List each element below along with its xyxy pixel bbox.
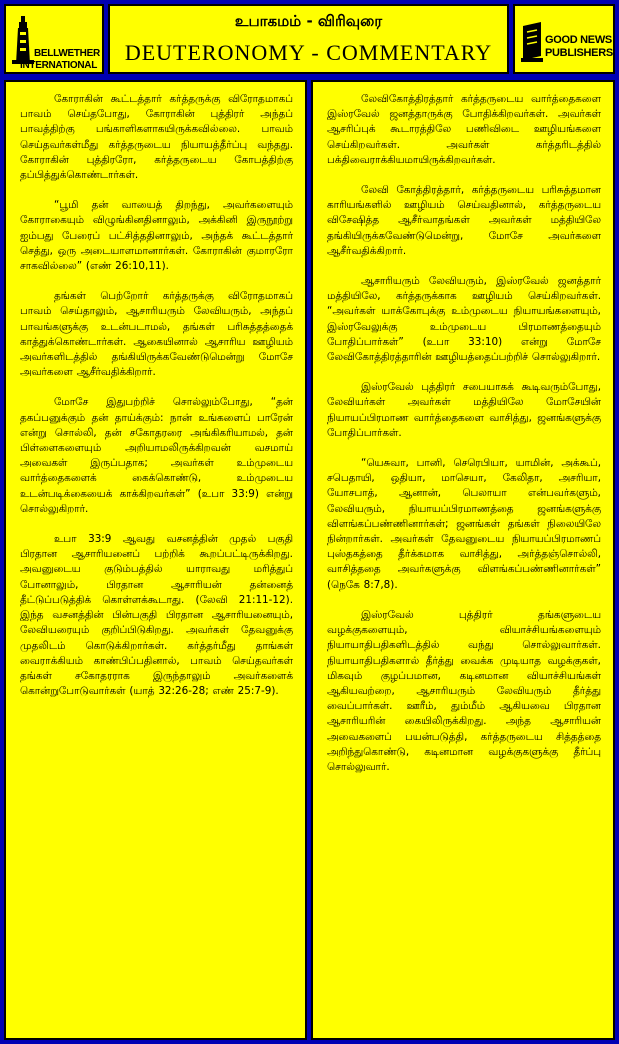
bellwether-logo: [4, 4, 104, 74]
paragraph: “யெசுவா, பானி, செரெபியா, யாமின், அக்கூப், சபெதாயி, ஒதியா, மாசெயா, கேலிதா, அசரியா, யோசபாத், ஆனான், பெலாயா என்பவர்களும், லேவியரும், நியாயப்பிரமாணத்தை ஜனங்களுக்கு விளங்கப்பண்ணினார்கள்; ஜனங்கள் தங்கள் நிலையிலே நின்றார்கள். அவர்கள் தேவனுடைய நியாயப்பிரமாணப் புஸ்தகத்தை தீர்க்கமாக வாசித்து, அர்த்தஞ்சொல்லி, வாசித்ததை அவர்களுக்கு விளங்கப்பண்ணினார்கள்” (நெகே 8:7,8).: [327, 457, 601, 591]
left-column: [4, 80, 307, 1040]
logo-right-line1: GOOD NEWS: [545, 34, 612, 46]
book-icon: [521, 22, 543, 62]
title-english: DEUTERONOMY - COMMENTARY: [124, 40, 493, 65]
paragraph: தங்கள் பெற்றோர் கர்த்தருக்கு விரோதமாகப் பாவம் செய்தாலும், ஆசாரியரும் லேவியரும், அந்தப் பாவங்களுக்கு உடன்படாமல், தங்கள் பரிசுத்தத்தைக் காத்துக்கொண்டார்கள். ஆகையினால் ஆசாரிய ஊழியம் அவர்களிடத்தில் தங்கியிருக்கவேண்டுமென்று மோசே அவர்களை ஆசீர்வதிக்கிறார்.: [20, 290, 293, 379]
paragraph: உபா 33:9 ஆவது வசனத்தின் முதல் பகுதி பிரதான ஆசாரியனைப் பற்றிக் கூறப்பட்டிருக்கிறது. அவனுடைய குடும்பத்தில் யாராவது மரித்துப் போனாலும், பிரதான ஆசாரியன் தன்னைத் தீட்டுப்படுத்திக் கொள்ளக்கூடாது. (லேவி 21:11-12). இந்த வசனத்தின் பின்பகுதி பிரதான ஆசாரியனையும், லேவியரையும் குறிப்பிடுகிறது. அவர்கள் தேவனுக்கு முதலிடம் கொடுக்கிறார்கள். கர்த்தர்மீது தாங்கள் வைராக்கியம் காண்பிப்பதினால், பாவம் செய்தவர்கள் தங்கள் சகோதரராக இருந்தாலும் அவர்களைக் கொன்றுபோடுவார்கள் (யாத் 32:26-28; எண் 25:7-9).: [20, 533, 293, 698]
logo-right-line2: PUBLISHERS: [545, 47, 613, 59]
title-tamil: உபாகமம் - விரிவுரை: [234, 12, 383, 30]
logo-left-line1: BELLWETHER: [34, 48, 100, 59]
tower-icon: [12, 16, 34, 64]
paragraph: இஸ்ரவேல் புத்திரர் சபையாகக் கூடிவரும்போது, லேவியர்கள் அவர்கள் மத்தியிலே மோசேயின் நியாயப்பிரமாண வார்த்தைகளை வாசித்து, ஜனங்களுக்கு போதிப்பார்கள்.: [327, 381, 601, 439]
paragraph: மோசே இதுபற்றிச் சொல்லும்போது, “தன் தகப்பனுக்கும் தன் தாய்க்கும்: நான் உங்களைப் பாரேன் என்று சொல்லி, தன் சகோதரரை அங்கிகரியாமல், தன் பிள்ளைகளையும் அறியாமலிருக்கிறவன் வசமாய் அவைகள் இருப்பதாக; அவர்கள் உம்முடைய வார்த்தைகளைக் கைக்கொண்டு, உம்முடைய உடன்படிக்கையைக் காக்கிறவர்கள்” (உபா 33:9) என்று சொல்லுகிறார்.: [20, 396, 293, 515]
paragraph: லேவிகோத்திரத்தார் கர்த்தருடைய வார்த்தைகளை இஸ்ரவேல் ஜனத்தாருக்கு போதிக்கிறவர்கள். அவர்கள் ஆசரிப்புக் கூடாரத்திலே பணிவிடை ஊழியங்களை செய்கிறவர்கள். அவர்கள் கர்த்தரிடத்தில் பக்திவைராக்கியமாயிருக்கிறவர்கள்.: [327, 93, 601, 166]
right-column: [311, 80, 615, 1040]
paragraph: லேவி கோத்திரத்தார், கர்த்தருடைய பரிசுத்தமான காரியங்களில் ஊழியம் செய்வதினால், கர்த்தருடைய விசேஷித்த ஆசீர்வாதங்கள் அவர்கள் மத்தியிலே தங்கியிருக்கவேண்டுமென்று, மோசே அவர்களை ஆசீர்வதிக்கிறார்.: [327, 184, 601, 257]
paragraph: கோராகின் கூட்டத்தார் கர்த்தருக்கு விரோதமாகப் பாவம் செய்தபோது, கோராகின் புத்திரர் அந்தப் பாவத்திற்கு பங்காளிகளாகயிருக்கவில்லை. பாவம் செய்தவர்கள்மீது கர்த்தருடைய நியாயத்தீர்ப்பு வந்தது. கோராகின் புத்திரரோ, கர்த்தருடைய கோபத்திற்கு தப்பித்துக்கொண்டார்கள்.: [20, 93, 293, 182]
paragraph: இஸ்ரவேல் புத்திரர் தங்களுடைய வழக்குகளையும், வியாச்சியங்களையும் நியாயாதிபதிகளிடத்தில் வந்து சொல்லுவார்கள். நியாயாதிபதிகளால் தீர்த்து வைக்க முடியாத வழக்குகள், மிகவும் குழப்பமான, கடினமான வியாச்சியங்கள் ஆகியவற்றை, ஆசாரியரும் லேவியரும் தீர்த்து வைப்பார்கள். ஊரீம், தும்மீம் ஆகியவை பிரதான ஆசாரியரின் கையிலிருக்கிறது. அந்த ஆசாரியன் அவைகளைப் பயன்படுத்தி, கர்த்தருடைய சித்தத்தை அறிந்துகொண்டு, கடினமான வழக்குகளுக்கு தீர்ப்பு சொல்லுவார்.: [327, 608, 601, 773]
paragraph: “பூமி தன் வாயைத் திறந்து, அவர்களையும் கோராகையும் விழுங்கினதினாலும், அக்கினி இருநூற்று ஐம்பது பேரைப் பட்சித்ததினாலும், அந்தக் கூட்டத்தார் செத்து, ஒரு அடையாளமானார்கள். கோராகின் குமாரரோ சாகவில்லை” (எண் 26:10,11).: [20, 199, 293, 273]
title-banner: [108, 4, 509, 74]
paragraph: ஆசாரியரும் லேவியரும், இஸ்ரவேல் ஜனத்தார் மத்தியிலே, கர்த்தருக்காக ஊழியம் செய்கிறவர்கள். “அவர்கள் யாக்கோபுக்கு உம்முடைய நியாயங்களையும், இஸ்ரவேலுக்கு உம்முடைய பிரமாணத்தையும் போதிப்பார்கள்” (உபா 33:10) என்று மோசே லேவிகோத்திரத்தாரின் ஊழியத்தைப்பற்றிச் சொல்லுகிறார்.: [327, 275, 601, 364]
good-news-logo: [513, 4, 615, 74]
logo-left-line2: INTERNATIONAL: [20, 60, 98, 71]
